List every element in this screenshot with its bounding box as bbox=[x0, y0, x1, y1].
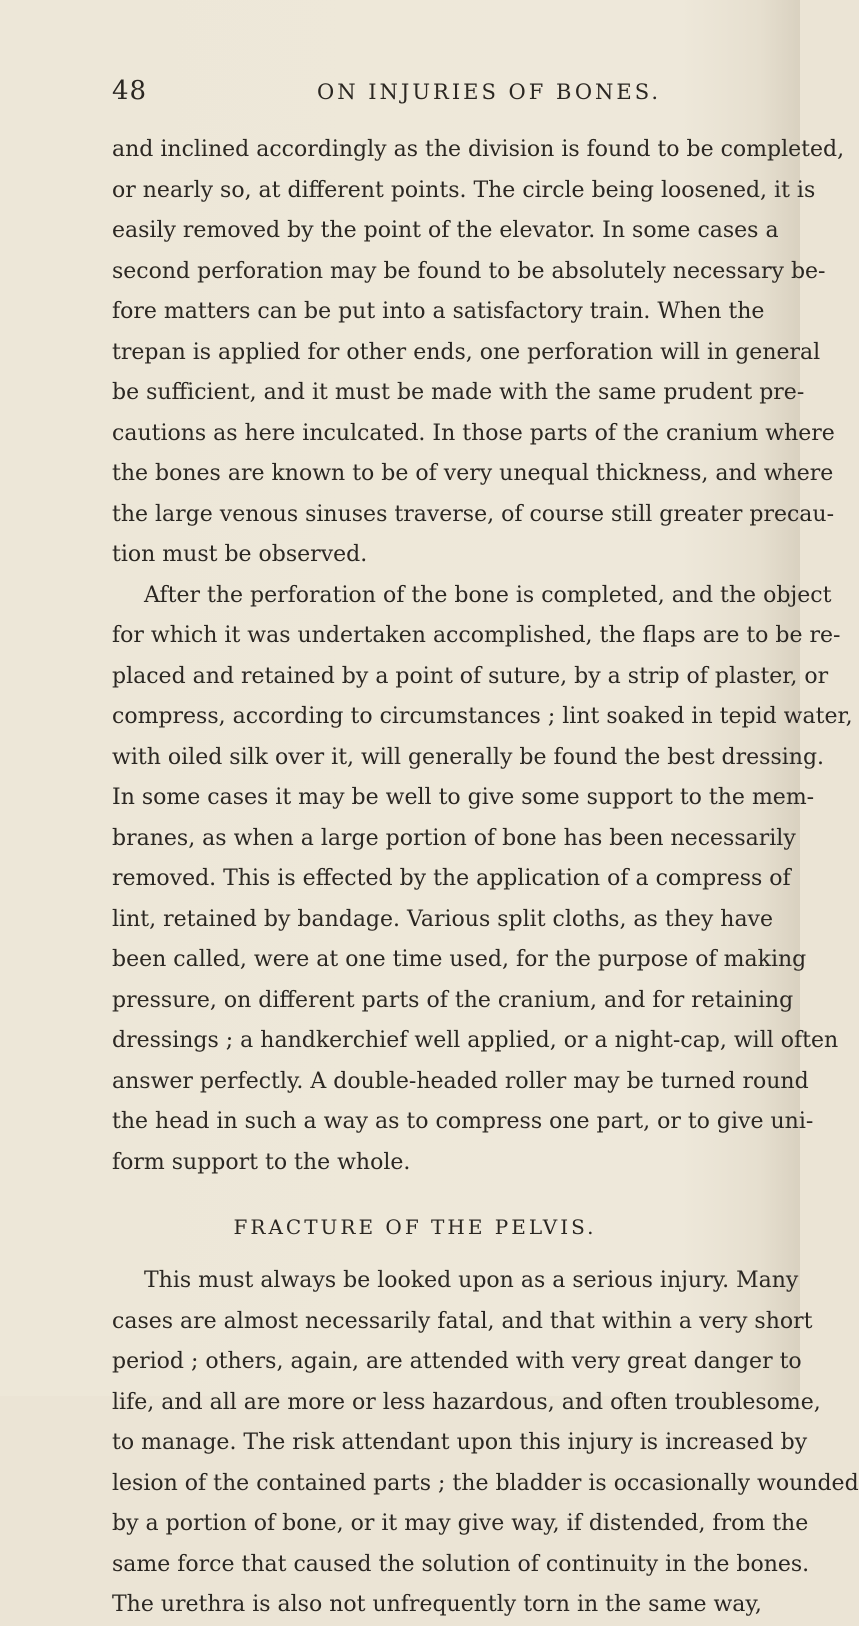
text-line: In some cases it may be well to give some support to the mem- bbox=[112, 785, 815, 810]
text-line: cautions as here inculcated. In those parts of the cranium where bbox=[112, 420, 835, 446]
text-line: life, and all are more or less hazardous, and often troublesome, bbox=[112, 1389, 821, 1415]
text-line: After the perforation of the bone is completed, and the object bbox=[144, 582, 832, 608]
text-line: the large venous sinuses traverse, of course still greater precau- bbox=[112, 501, 835, 527]
text-line: lesion of the contained parts ; the bladder is occasionally wounded bbox=[112, 1470, 859, 1496]
text-line: lint, retained by bandage. Various split cloths, as they have bbox=[112, 906, 774, 932]
text-line: placed and retained by a point of suture, by a strip of plaster, or bbox=[112, 663, 829, 689]
section-heading: FRACTURE OF THE PELVIS. bbox=[233, 1215, 597, 1239]
text-line: form support to the whole. bbox=[112, 1149, 411, 1175]
page-header bbox=[112, 76, 732, 116]
text-line: removed. This is effected by the application of a compress of bbox=[112, 866, 791, 891]
paragraph bbox=[112, 130, 845, 576]
text-line: cases are almost necessarily fatal, and that within a very short bbox=[112, 1308, 813, 1334]
text-line: with oiled silk over it, will generally be found the best dressing. bbox=[112, 744, 825, 770]
text-line: This must always be looked upon as a serious injury. Many bbox=[144, 1268, 799, 1293]
text-line: the head in such a way as to compress one part, or to give uni- bbox=[112, 1109, 814, 1134]
text-line: period ; others, again, are attended with very great danger to bbox=[112, 1349, 802, 1374]
text-line: same force that caused the solution of continuity in the bones. bbox=[112, 1551, 810, 1577]
text-line: second perforation may be found to be absolutely necessary be- bbox=[112, 258, 826, 284]
text-line: for which it was undertaken accomplished, the flaps are to be re- bbox=[112, 623, 841, 648]
text-line: branes, as when a large portion of bone has been necessarily bbox=[112, 825, 796, 851]
text-line: compress, according to circumstances ; lint soaked in tepid water, bbox=[112, 704, 853, 729]
text-line: fore matters can be put into a satisfactory train. When the bbox=[112, 299, 765, 324]
text-line: and inclined accordingly as the division is found to be completed, bbox=[112, 137, 845, 162]
text-line: be sufficient, and it must be made with the same prudent pre- bbox=[112, 380, 805, 405]
text-line: been called, were at one time used, for the purpose of making bbox=[112, 947, 807, 972]
text-line: The urethra is also not unfrequently torn in the same way, bbox=[112, 1592, 762, 1617]
text-line: easily removed by the point of the elevator. In some cases a bbox=[112, 218, 779, 243]
text-line: to manage. The risk attendant upon this injury is increased by bbox=[112, 1430, 808, 1455]
text-line: answer perfectly. A double-headed roller may be turned round bbox=[112, 1068, 809, 1094]
paragraph bbox=[112, 576, 853, 1184]
body-text bbox=[112, 130, 859, 1626]
text-line: or nearly so, at different points. The circle being loosened, it is bbox=[112, 177, 816, 203]
text-line: pressure, on different parts of the cranium, and for retaining bbox=[112, 987, 794, 1013]
paragraph bbox=[112, 1261, 859, 1626]
text-line: by a portion of bone, or it may give way, if distended, from the bbox=[112, 1511, 809, 1536]
text-line: tion must be observed. bbox=[112, 542, 368, 567]
running-head: ON INJURIES OF BONES. bbox=[317, 80, 662, 104]
text-line: the bones are known to be of very unequal thickness, and where bbox=[112, 461, 834, 486]
text-line: trepan is applied for other ends, one perforation will in general bbox=[112, 339, 821, 365]
page-number: 48 bbox=[112, 76, 148, 106]
text-line: dressings ; a handkerchief well applied, or a night-cap, will often bbox=[112, 1028, 839, 1053]
